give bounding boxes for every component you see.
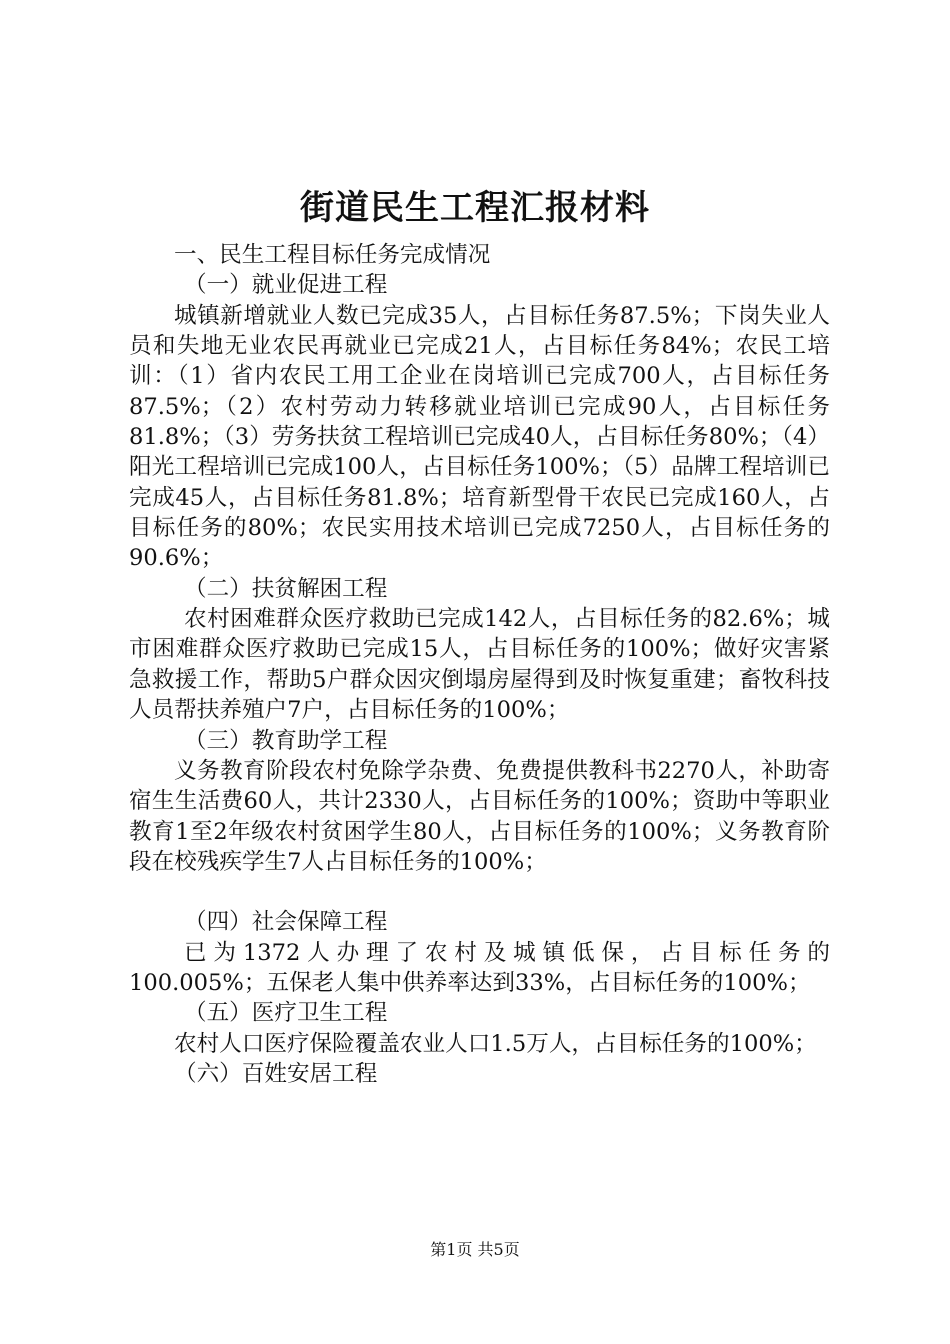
subsection-heading-housing: （六）百姓安居工程 [174, 1060, 378, 1087]
paragraph-healthcare: 农村人口医疗保险覆盖农业人口1.5万人，占目标任务的100%； [174, 1030, 817, 1057]
paragraph-poverty: 农村困难群众医疗救助已完成142人，占目标任务的82.6%；城市困难群众医疗救助已完成15人，占目标任务的100%；做好灾害紧急救援工作，帮助5户群众因灾倒塌房屋得到及时恢复重建；畜牧科技人员帮扶养殖户7户，占目标任务的100%； [129, 606, 830, 724]
document-body [129, 240, 830, 1089]
section-heading: 一、民生工程目标任务完成情况 [174, 242, 491, 268]
subsection-heading-healthcare: （五）医疗卫生工程 [184, 1000, 388, 1027]
paragraph-employment: 城镇新增就业人数已完成35人，占目标任务87.5%；下岗失业人员和失地无业农民再就业已完成21人，占目标任务84%；农民工培训：（1）省内农民工用工企业在岗培训已完成700人，占目标任务87.5%；（2）农村劳动力转移就业培训已完成90人，占目标任务81.8%；（3）劳务扶贫工程培训已完成40人，占目标任务80%；（4）阳光工程培训已完成100人，占目标任务100%；（5）品牌工程培训已完成45人，占目标任务81.8%；培育新型骨干农民已完成160人，占目标任务的80%；农民实用技术培训已完成7250人，占目标任务的90.6%； [129, 302, 830, 572]
subsection-heading-employment: （一）就业促进工程 [184, 272, 388, 299]
subsection-heading-education: （三）教育助学工程 [184, 727, 388, 754]
paragraph-social-security: 已为1372人办理了农村及城镇低保，占目标任务的100.005%；五保老人集中供养率达到33%，占目标任务的100%； [129, 939, 830, 996]
document-title: 街道民生工程汇报材料 [300, 188, 650, 228]
paragraph-spacer [129, 877, 830, 907]
subsection-heading-social-security: （四）社会保障工程 [184, 909, 388, 936]
page-footer: 第1页 共5页 [430, 1240, 520, 1259]
paragraph-education: 义务教育阶段农村免除学杂费、免费提供教科书2270人，补助寄宿生生活费60人，共计2330人，占目标任务的100%；资助中等职业教育1至2年级农村贫困学生80人，占目标任务的100%；义务教育阶段在校残疾学生7人占目标任务的100%； [129, 757, 830, 875]
subsection-heading-poverty: （二）扶贫解困工程 [184, 575, 388, 602]
